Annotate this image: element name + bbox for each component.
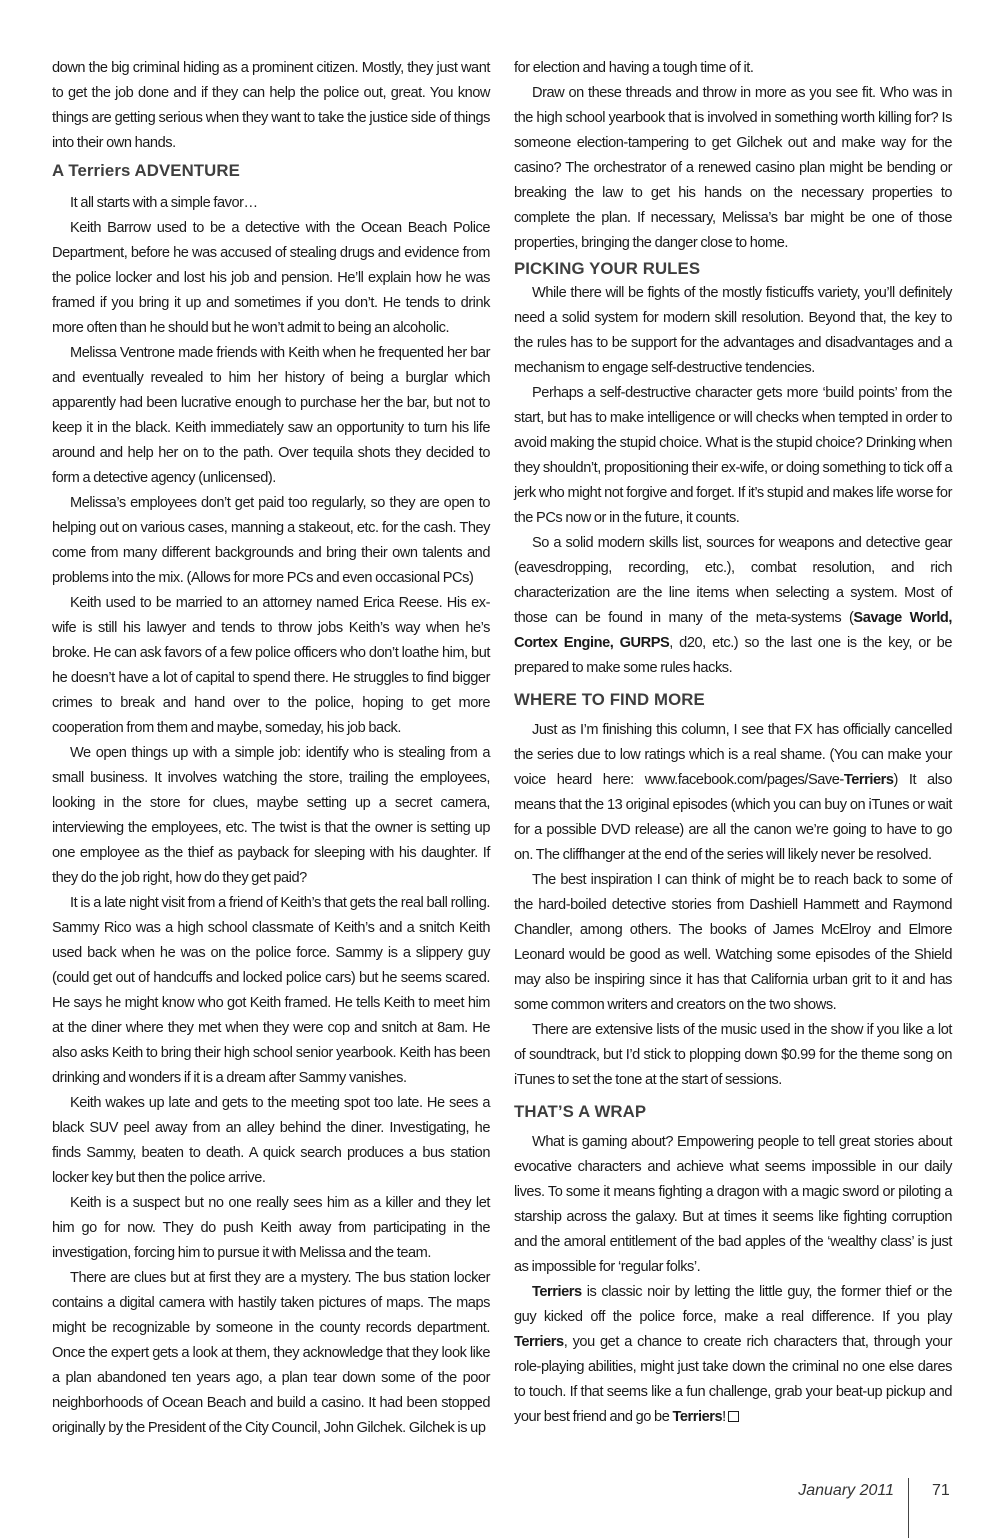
paragraph: Keith is a suspect but no one really sees him as a killer and they let him go for now. They do push Keith away from participating in the investigation, forcing him to pursue it with Melissa and the team. xyxy=(52,1195,490,1261)
section-heading: WHERE TO FIND MORE xyxy=(514,690,705,709)
paragraph: While there will be fights of the mostly fisticuffs variety, you’ll definitely need a solid system for modern skill resolution. Beyond that, the key to the rules has to be support for the advantages and disadvantages and a mechanism to engage self-destructive tendencies. xyxy=(514,285,952,376)
paragraph: down the big criminal hiding as a prominent citizen. Mostly, they just want to get the job done and if they can help the police out, great. You know things are getting serious when they want to take the justice side of things into their own hands. xyxy=(52,60,490,151)
paragraph: for election and having a tough time of it. xyxy=(514,60,754,76)
bold-terriers: Terriers xyxy=(672,1409,723,1425)
page-number: 71 xyxy=(932,1482,950,1499)
paragraph: Perhaps a self-destructive character gets more ‘build points’ from the start, but has to make intelligence or will checks when tempted in order to avoid making the stupid choice. What is the stupid choice? Drinking when they shouldn’t, propositioning their ex-wife, or doing something to tick off a jerk who might not forgive and forget. If it’s stupid and makes life worse for the PCs now or in the future, it counts. xyxy=(514,385,952,526)
paragraph: Melissa Ventrone made friends with Keith when he frequented her bar and eventually revealed to him her history of being a burglar which apparently had been lucrative enough to purchase her the bar, but not to keep it in the black. Keith immediately saw an opportunity to turn his life around and help her on to the path. Over tequila shots they decided to form a detective agency (unlicensed). xyxy=(52,345,490,486)
footer-divider xyxy=(908,1478,909,1538)
paragraph xyxy=(514,1280,952,1430)
text-run: is classic noir by letting the little guy, the former thief or the guy kicked off the police force, make a real difference. If you play xyxy=(514,1284,952,1325)
paragraph: There are extensive lists of the music used in the show if you like a lot of soundtrack, but I’d stick to plopping down $0.99 for the theme song on iTunes to set the tone at the start of sessions. xyxy=(514,1022,952,1088)
paragraph: We open things up with a simple job: identify who is stealing from a small business. It involves watching the store, trailing the employees, looking in the store for clues, maybe setting up a secret camera, interviewing the employees, etc. The twist is that the owner is setting up one employee as the thief as payback for sleeping with his daughter. If they do the job right, how do they get paid? xyxy=(52,745,490,886)
paragraph: It is a late night visit from a friend of Keith’s that gets the real ball rolling. Sammy Rico was a high school classmate of Keith’s and a snitch Keith used back when he was on the police force. Sammy is a slippery guy (could get out of handcuffs and locked police cars) but he seems scared. He says he might know who got Keith framed. He tells Keith to meet him at the diner where they met when they were cop and snitch at 8am. He also asks Keith to bring their high school senior yearbook. Keith has been drinking and wonders if it is a dream after Sammy vanishes. xyxy=(52,895,490,1086)
text-run: ) It also means that the 13 original episodes (which you can buy on iTunes or wait for a possible DVD release) are all the canon we’re going to have to go on. The cliffhanger at the end of the series will likely never be resolved. xyxy=(514,772,952,863)
bold-terriers: Terriers xyxy=(514,1334,564,1350)
paragraph: The best inspiration I can think of might be to reach back to some of the hard-boiled detective stories from Dashiell Hammett and Raymond Chandler, among others. The books of James McElroy and Elmore Leonard would be good as well. Watching some episodes of the Shield may also be inspiring since it has that California urban grit to it and has some common writers and creators on the two shows. xyxy=(514,872,952,1013)
paragraph xyxy=(514,718,952,868)
paragraph: It all starts with a simple favor… xyxy=(70,195,258,211)
text-run: So a solid modern skills list, sources for weapons and detective gear (eavesdropping, recording, etc.), combat resolution, and rich characterization are the line items when selecting a system. Most of those can be found in many of the meta-systems ( xyxy=(514,535,952,626)
left-column xyxy=(52,56,490,1441)
paragraph: There are clues but at first they are a mystery. The bus station locker contains a digital camera with hastily taken pictures of maps. The maps might be recognizable by someone in the county records department. Once the expert gets a look at them, they acknowledge that they look like a plan abandoned ten years ago, a plan tear down some of the poor neighborhoods of Ocean Beach and build a casino. It had been stopped originally by the President of the City Council, John Gilchek. Gilchek is up xyxy=(52,1270,490,1436)
section-heading: PICKING YOUR RULES xyxy=(514,259,701,278)
section-heading: A Terriers ADVENTURE xyxy=(52,161,240,180)
issue-date: January 2011 xyxy=(798,1482,894,1499)
paragraph: Keith Barrow used to be a detective with the Ocean Beach Police Department, before he was accused of stealing drugs and evidence from the police locker and lost his job and pension. He’ll explain how he was framed if you bring it up and sometimes if you don’t. He tends to drink more often than he should but he won’t admit to being an alcoholic. xyxy=(52,220,490,336)
paragraph: Keith wakes up late and gets to the meeting spot too late. He sees a black SUV peel away from an alley behind the diner. Investigating, he finds Sammy, beaten to death. A quick search produces a bus station locker key but then the police arrive. xyxy=(52,1095,490,1186)
end-mark-box-icon xyxy=(728,1411,739,1422)
right-column xyxy=(514,56,952,1430)
text-run: , you get a chance to create rich characters that, through your role-playing abilities, might just take down the criminal no one else dares to touch. If that seems like a fun challenge, grab your beat-up pickup and your best friend and go be xyxy=(514,1334,952,1425)
paragraph xyxy=(514,531,952,681)
text-run: ! xyxy=(722,1409,726,1425)
bold-terriers: Terriers xyxy=(843,772,894,788)
bold-terriers: Terriers xyxy=(532,1284,582,1300)
bold-systems: Savage World, Cortex Engine, GURPS xyxy=(514,610,953,651)
text-run: Just as I’m finishing this column, I see that FX has officially cancelled the series due to low ratings which is a real shame. (You can make your voice heard here: www.facebook.com/pages/Save- xyxy=(514,722,952,788)
paragraph: What is gaming about? Empowering people to tell great stories about evocative characters and achieve what seems impossible in our daily lives. To some it means fighting a dragon with a magic sword or piloting a starship across the galaxy. But at times it seems like fighting corruption and the amoral entitlement of the bad apples of the ‘wealthy class’ is just as impossible for ‘regular folks’. xyxy=(514,1134,952,1275)
paragraph: Keith used to be married to an attorney named Erica Reese. His ex-wife is still his lawyer and tends to throw jobs Keith’s way when he’s broke. He can ask favors of a few police officers who don’t loathe him, but he doesn’t have a lot of capital to spend there. He struggles to find bigger crimes to break and hand over to the police, hoping to get more cooperation from them and maybe, someday, his job back. xyxy=(52,595,490,736)
text-run: , d20, etc.) so the last one is the key, or be prepared to make some rules hacks. xyxy=(514,635,952,676)
paragraph: Draw on these threads and throw in more as you see fit. Who was in the high school yearbook that is involved in something worth killing for? Is someone election-tampering to get Gilchek out and make way for the casino? The orchestrator of a renewed casino plan might be bending or breaking the law to get his hands on the necessary properties to complete the plan. If necessary, Melissa’s bar might be one of those properties, bringing the danger close to home. xyxy=(514,85,952,251)
paragraph: Melissa’s employees don’t get paid too regularly, so they are open to helping out on various cases, manning a stakeout, etc. for the cash. They come from many different backgrounds and bring their own talents and problems into the mix. (Allows for more PCs and even occasional PCs) xyxy=(52,495,490,586)
section-heading: THAT’S A WRAP xyxy=(514,1102,647,1121)
